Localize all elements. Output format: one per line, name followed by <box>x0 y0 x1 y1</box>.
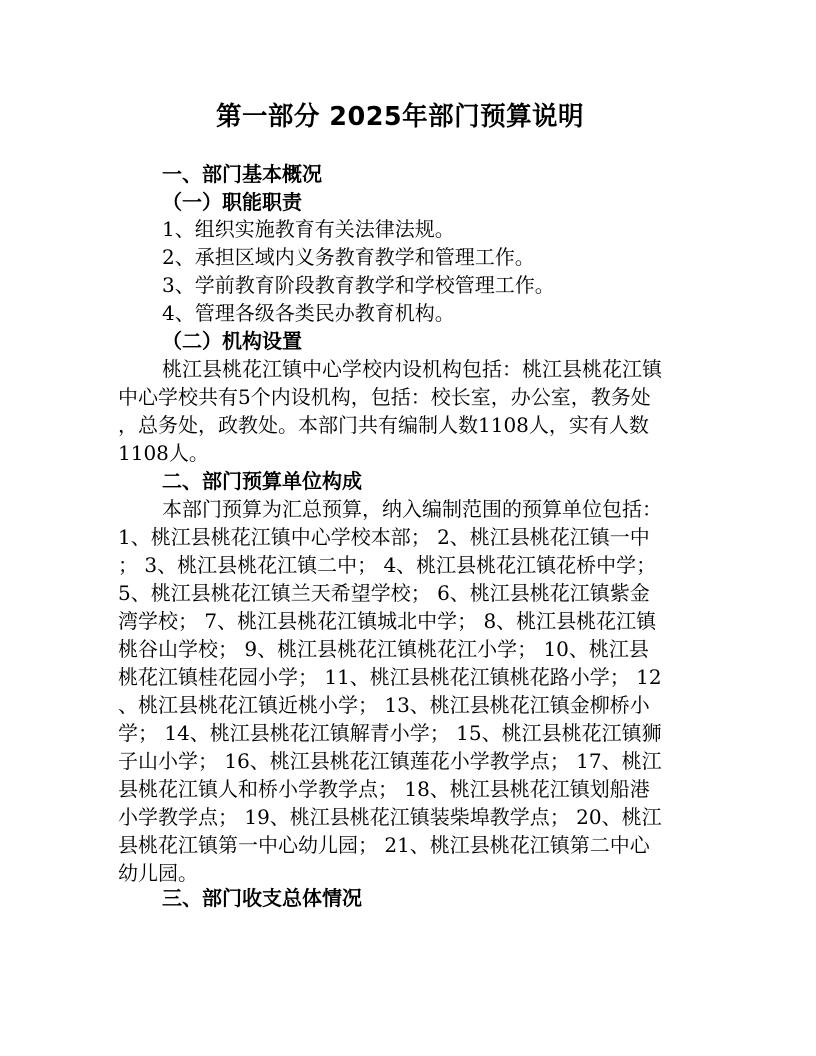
paragraph-line: 幼儿园。 <box>118 861 198 885</box>
section3-heading: 三、部门收支总体情况 <box>162 886 362 910</box>
paragraph-line: 桃花江镇桂花园小学； 11、桃江县桃花江镇桃花路小学； 12 <box>118 665 662 689</box>
section1-sub2-heading: （二）机构设置 <box>162 329 302 353</box>
paragraph-line: 、桃江县桃花江镇近桃小学； 13、桃江县桃花江镇金柳桥小 <box>118 693 650 717</box>
paragraph-line: 县桃花江镇第一中心幼儿园； 21、桃江县桃花江镇第二中心 <box>118 833 650 857</box>
paragraph-line: 本部门预算为汇总预算，纳入编制范围的预算单位包括： <box>162 497 662 521</box>
paragraph-line: 子山小学； 16、桃江县桃花江镇莲花小学教学点； 17、桃江 <box>118 749 662 773</box>
paragraph-line: 桃江县桃花江镇中心学校内设机构包括：桃江县桃花江镇 <box>162 357 662 381</box>
duty-item: 1、组织实施教育有关法律法规。 <box>162 217 455 241</box>
section1-sub1-heading: （一）职能职责 <box>162 190 302 214</box>
section1-heading: 一、部门基本概况 <box>162 162 322 186</box>
paragraph-line: 湾学校； 7、桃江县桃花江镇城北中学； 8、桃江县桃花江镇 <box>118 609 657 633</box>
page-title: 第一部分 2025年部门预算说明 <box>215 102 585 132</box>
paragraph-line: 小学教学点； 19、桃江县桃花江镇装柴埠教学点； 20、桃江 <box>118 805 662 829</box>
paragraph-line: 5、桃江县桃花江镇兰天希望学校； 6、桃江县桃花江镇紫金 <box>118 581 650 605</box>
paragraph-line: ； 3、桃江县桃花江镇二中； 4、桃江县桃花江镇花桥中学； <box>118 553 657 577</box>
paragraph-line: 中心学校共有5个内设机构，包括：校长室，办公室，教务处 <box>118 385 651 409</box>
paragraph-line: 学； 14、桃江县桃花江镇解青小学； 15、桃江县桃花江镇狮 <box>118 721 662 745</box>
section2-heading: 二、部门预算单位构成 <box>162 469 362 493</box>
paragraph-line: 1108人。 <box>118 441 209 465</box>
duty-item: 3、学前教育阶段教育教学和学校管理工作。 <box>162 273 555 297</box>
paragraph-line: 桃谷山学校； 9、桃江县桃花江镇桃花江小学； 10、桃江县 <box>118 637 649 661</box>
paragraph-line: 县桃花江镇人和桥小学教学点； 18、桃江县桃花江镇划船港 <box>118 777 650 801</box>
duty-item: 4、管理各级各类民办教育机构。 <box>162 301 455 325</box>
duty-item: 2、承担区域内义务教育教学和管理工作。 <box>162 245 535 269</box>
paragraph-line: ，总务处，政教处。本部门共有编制人数1108人，实有人数 <box>118 413 649 437</box>
paragraph-line: 1、桃江县桃花江镇中心学校本部； 2、桃江县桃花江镇一中 <box>118 525 650 549</box>
